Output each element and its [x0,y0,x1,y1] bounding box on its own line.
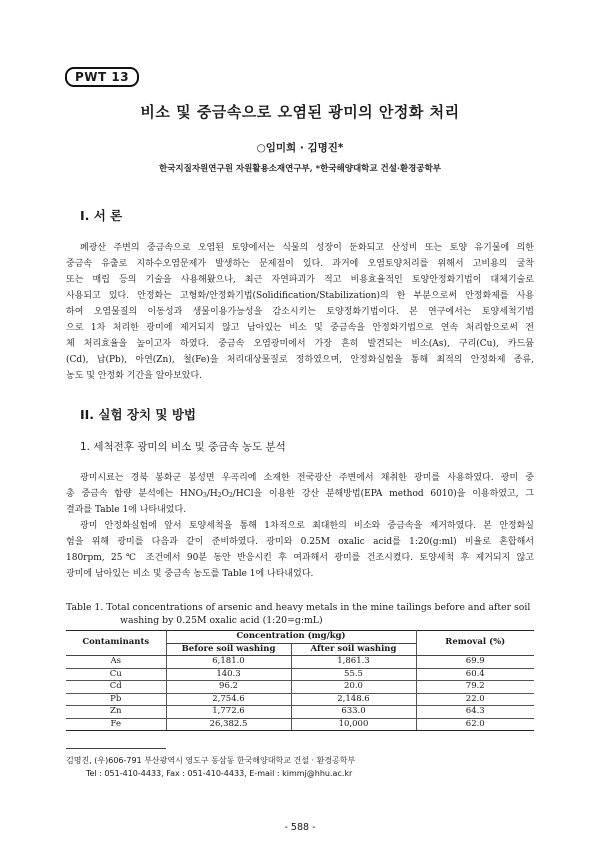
cell-before: 26,382.5 [166,718,291,731]
cell-before: 1,772.6 [166,706,291,719]
cell-after: 10,000 [291,718,416,731]
text-line: 체 처리효율을 높이고자 하였다. 중금속 오염광미에서 가장 흔히 발견되는 비소(As), 구리(Cu), 카드뮴 [66,339,534,349]
cell-before: 96.2 [166,681,291,694]
section-heading-introduction: I. 서 론 [80,208,123,223]
cell-removal: 22.0 [416,693,534,706]
text-line: 폐광산 주변의 중금속으로 오염된 토양에서는 식물의 성장이 둔화되고 산성비 또는 토양 유기물에 의한 [80,243,534,253]
paper-title: 비소 및 중금속으로 오염된 광미의 안정화 처리 [140,103,460,121]
cell-removal: 64.3 [416,706,534,719]
table-row [66,718,534,731]
text-line: 180rpm, 25℃ 조건에서 90분 동안 반응시킨 후 여과해서 광미를 건조시켰다. 토양세척 후 제거되지 않고 [66,553,534,563]
cell-contaminant: Cu [66,668,166,681]
affiliation: 한국지질자원연구원 자원활용소재연구부, *한국해양대학교 건설·환경공학부 [159,164,441,174]
subsection-heading: 1. 세척전후 광미의 비소 및 중금속 농도 분석 [80,441,286,453]
header-before: Before soil washing [166,643,291,656]
cell-after: 633.0 [291,706,416,719]
text-line: 또는 매립 등의 기술을 사용해왔으나, 최근 자연파괴가 적고 비용효율적인 토양안정화기법이 대체기술로 [66,275,534,285]
header-contaminants: Contaminants [66,631,166,656]
cell-removal: 79.2 [416,681,534,694]
cell-removal: 62.0 [416,718,534,731]
text-line: 사용되고 있다. 안정화는 고형화/안정화기법(Solidification/Stabilization)의 한 부분으로써 안정화제를 사용 [66,291,534,301]
footnote: 김명진, (우)606-791 부산광역시 영도구 동삼동 한국해양대학교 건설 · 환경공학부 Tel : 051-410-4433, Fax : 051-410-4433, E-mail : kimmj@hhu.ac.kr [66,756,356,778]
text-line: 험을 위해 광미를 다음과 같이 준비하였다. 광미와 0.25M oxalic acid를 1:20(g:ml) 비율로 혼합해서 [66,537,534,547]
cell-after: 1,861.3 [291,656,416,669]
cell-after: 55.5 [291,668,416,681]
text-line: 으로 1차 처리한 광미에 제거되지 않고 남아있는 비소 및 중금속을 안정화기법으로 연속 처리함으로써 전 [66,323,534,333]
text-line: 광미시료는 경북 봉화군 봉성면 우곡리에 소재한 전국광산 주변에서 채취한 광미를 사용하였다. 광미 중 [80,473,534,483]
text-line: 하여 오염물질의 이동성과 생물이용가능성을 감소시키는 토양정화기법이다. 본 연구에서는 토양세척기법 [66,307,534,317]
header-concentration: Concentration (mg/kg) [166,631,416,644]
table-row [66,668,534,681]
text-line: 광미 안정화실험에 앞서 토양세척을 통해 1차적으로 최대한의 비소와 중금속을 제거하였다. 본 안정화실 [80,521,534,531]
table-row [66,706,534,719]
section-heading-methods: II. 실험 장치 및 방법 [80,407,196,422]
text-line: 농도 및 안정화 기간을 알아보았다. [66,371,203,381]
text-line-formula: 총 중금속 함량 분석에는 $HNO_3/H_2O_2$/HCl을 이용한 강산 분해방법(EPA method 6010)을 이용하였고, 그 [66,489,534,499]
cell-contaminant: Fe [66,718,166,731]
text-line: 결과를 Table 1에 나타내었다. [66,505,187,515]
text-line: 광미에 남아있는 비소 및 중금속 농도를 Table 1에 나타내었다. [66,569,314,579]
header-removal: Removal (%) [416,631,534,656]
cell-removal: 60.4 [416,668,534,681]
table-caption: Table 1. Total concentrations of arsenic and heavy metals in the mine tailings before and after soil washing by 0.25M oxalic acid (1:20=g:mL) [66,602,531,626]
footnote-divider [66,748,166,749]
introduction-paragraph [66,240,534,384]
concentration-table [66,630,534,731]
text-line: 중금속 유출로 지하수오염문제가 발생하는 문제점이 있다. 과거에 오염토양처리를 위해서 고비용의 굴착 [66,259,534,269]
cell-contaminant: As [66,656,166,669]
cell-contaminant: Zn [66,706,166,719]
methods-paragraph-2 [66,518,534,582]
table-row [66,693,534,706]
cell-after: 20.0 [291,681,416,694]
cell-before: 2,754.6 [166,693,291,706]
cell-before: 6,181.0 [166,656,291,669]
cell-after: 2,148.6 [291,693,416,706]
session-badge: PWT 13 [65,67,139,87]
header-after: After soil washing [291,643,416,656]
cell-contaminant: Cd [66,681,166,694]
page-number: - 588 - [284,822,316,833]
methods-paragraph-1 [66,470,534,518]
authors: ○임미희 · 김명진* [256,142,344,154]
cell-contaminant: Pb [66,693,166,706]
text-line: (Cd), 납(Pb), 아연(Zn), 철(Fe)을 처리대상물질로 정하였으며, 안정화실험을 통해 최적의 안정화제 종류, [66,355,534,365]
table-row [66,681,534,694]
cell-before: 140.3 [166,668,291,681]
table-row [66,656,534,669]
cell-removal: 69.9 [416,656,534,669]
